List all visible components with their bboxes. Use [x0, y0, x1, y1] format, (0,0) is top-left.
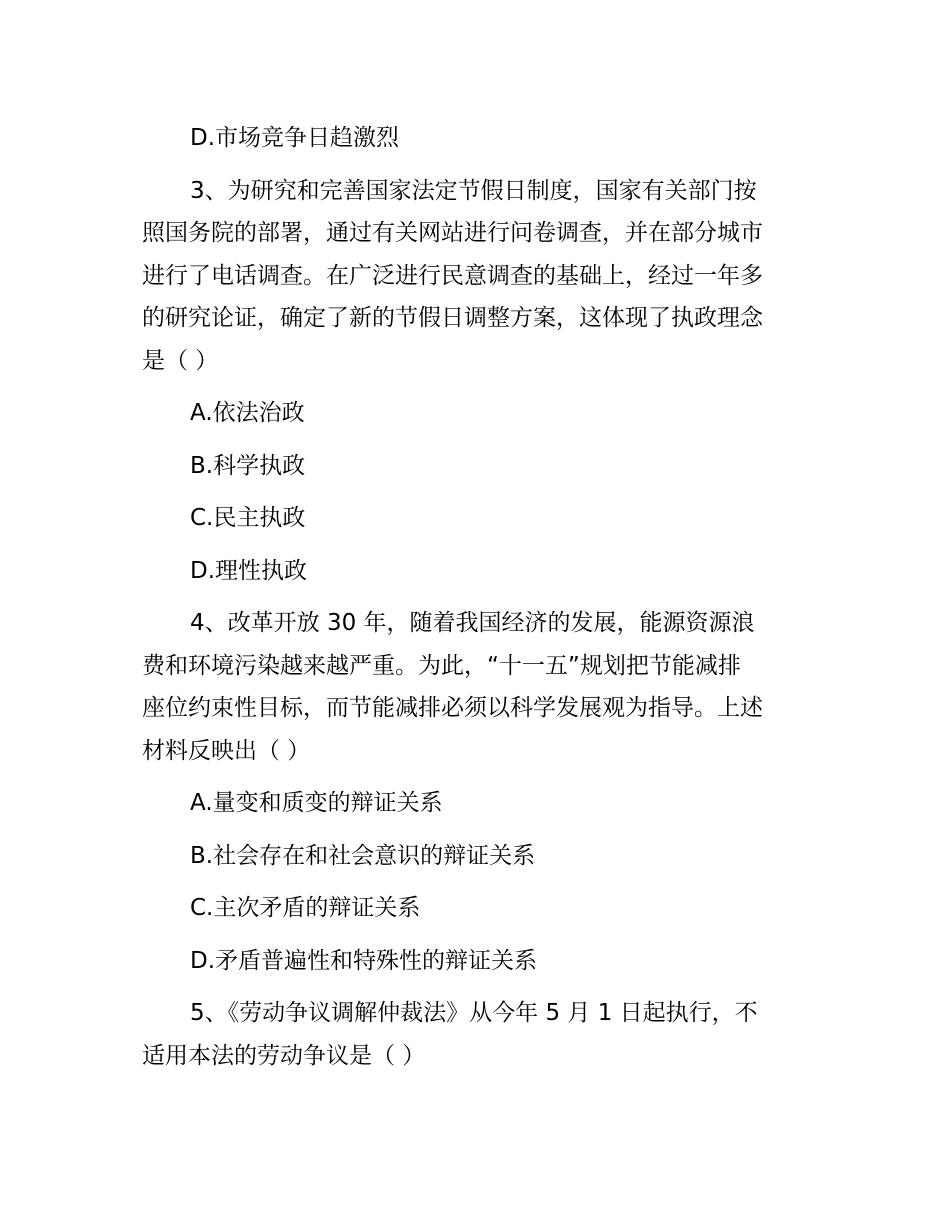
document-content: [142, 112, 812, 1082]
question-3-option-c: C.民主执政: [190, 505, 306, 531]
question-4-line-4: 材料反映出（ ）: [142, 737, 311, 764]
question-4-line-1: 4、改革开放 30 年，随着我国经济的发展，能源资源浪: [190, 610, 755, 636]
question-3-option-d: D.理性执政: [190, 557, 308, 584]
question-4-line-2: 费和环境污染越来越严重。为此，“十一五”规划把节能减排: [142, 652, 741, 679]
question-3-option-a: A.依法治政: [190, 400, 305, 426]
question-3-line-1: 3、为研究和完善国家法定节假日制度，国家有关部门按: [190, 177, 757, 204]
question-3-line-5: 是（ ）: [142, 347, 219, 374]
question-4-option-c: C.主次矛盾的辩证关系: [190, 895, 421, 921]
question-5: [142, 992, 812, 1077]
question-4: [142, 602, 812, 772]
question-4-option-a: A.量变和质变的辩证关系: [190, 790, 443, 816]
question-3-line-4: 的研究论证，确定了新的节假日调整方案，这体现了执政理念: [142, 305, 763, 331]
question-5-line-1: 5、《劳动争议调解仲裁法》从今年 5 月 1 日起执行，不: [190, 1000, 758, 1026]
question-5-line-2: 适用本法的劳动争议是（ ）: [142, 1042, 426, 1069]
question-3-line-3: 进行了电话调查。在广泛进行民意调查的基础上，经过一年多: [142, 262, 763, 289]
question-3: [142, 170, 812, 383]
question-4-option-d: D.矛盾普遍性和特殊性的辩证关系: [190, 947, 538, 974]
question-3-option-b: B.科学执政: [190, 452, 306, 479]
option-d-previous: D.市场竞争日趋激烈: [190, 125, 400, 151]
question-4-line-3: 座位约束性目标，而节能减排必须以科学发展观为指导。上述: [142, 695, 763, 721]
question-3-line-2: 照国务院的部署，通过有关网站进行问卷调查，并在部分城市: [142, 220, 763, 246]
question-4-option-b: B.社会存在和社会意识的辩证关系: [190, 842, 536, 869]
